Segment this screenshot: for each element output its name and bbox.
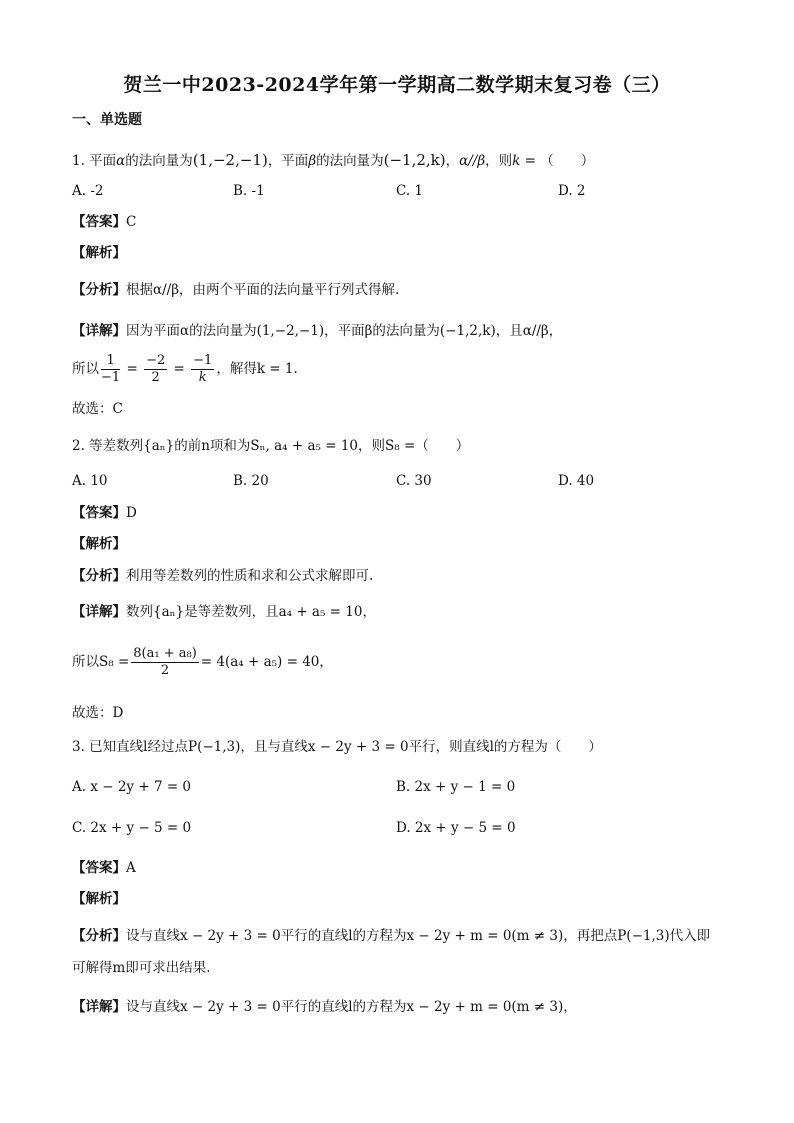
q1-stem-part: ，: [445, 153, 460, 169]
answer-tag: 【答案】: [72, 214, 126, 230]
frac-num: −2: [146, 353, 166, 368]
q2-conclusion: 故选：D: [72, 705, 124, 721]
q3-fenxi: [72, 926, 710, 946]
q2-xiangjie: [72, 602, 376, 622]
q1-vector-2: (−1,2,k): [383, 151, 446, 169]
q1-answer-value: C: [126, 214, 137, 230]
q3-answer: [72, 858, 136, 878]
xiangjie-tag: 【详解】: [72, 323, 126, 339]
q1-option-c: C. 1: [396, 183, 424, 199]
q1-stem-part: 的法向量为: [125, 153, 193, 169]
q1-alpha: α: [116, 153, 126, 169]
frac-den: −1: [101, 370, 121, 385]
q3-xiangjie-text: 设与直线x − 2y + 3 = 0平行的直线l的方程为x − 2y + m = 0(m ≠ 3)，: [126, 999, 577, 1015]
q2-analysis-label: 【解析】: [72, 536, 126, 552]
q1-stem-part: ，则: [485, 153, 513, 169]
q2-answer: [72, 503, 137, 523]
section-heading: 一、单选题: [72, 112, 142, 128]
q3-answer-value: A: [126, 860, 136, 876]
frac-num: 8(a₁ + a₈): [133, 646, 197, 661]
q1-stem: [72, 150, 594, 171]
q1-stem-part: ，平面: [267, 153, 309, 169]
q1-stem-part: 的法向量为: [316, 153, 384, 169]
q3-option-c: C. 2x + y − 5 = 0: [72, 820, 192, 836]
q3-xiangjie: [72, 997, 577, 1017]
q1-fenxi: [72, 280, 399, 300]
q2-so-tail: = 4(a₄ + a₅) = 40，: [200, 654, 333, 670]
q1-parallel: α//β: [459, 153, 486, 169]
fraction-2: [144, 353, 167, 386]
q2-so: 所以S₈ =: [72, 654, 130, 670]
fraction-1: [101, 353, 120, 386]
q3-analysis-label: 【解析】: [72, 891, 126, 907]
q3-fenxi-cont: 可解得m即可求出结果.: [72, 960, 211, 976]
q1-answer: [72, 212, 136, 232]
q2-stem: 2. 等差数列{aₙ}的前n项和为Sₙ, a₄ + a₅ = 10，则S₈ =（ ）: [72, 438, 470, 454]
q3-stem: 3. 已知直线l经过点P(−1,3)，且与直线x − 2y + 3 = 0平行，则直线l的方程为（ ）: [72, 739, 602, 755]
frac-den: 2: [151, 370, 160, 385]
q2-option-b: B. 20: [233, 473, 269, 489]
q2-solution: [72, 644, 333, 680]
q3-option-a: A. x − 2y + 7 = 0: [72, 779, 192, 795]
q1-option-d: D. 2: [558, 183, 586, 199]
q1-solution: 所以 $\frac{1}{-1}$ = $\frac{-2}{2}$ = $\frac{-1}{k}$ ，解得k = 1.: [72, 353, 298, 385]
q1-option-a: A. -2: [72, 183, 104, 199]
q1-so-tail: ，解得k = 1.: [216, 361, 298, 377]
xiangjie-tag: 【详解】: [72, 604, 126, 620]
q2-option-c: C. 30: [396, 473, 432, 489]
q2-xiangjie-text: 数列{aₙ}是等差数列，且a₄ + a₅ = 10，: [126, 604, 376, 620]
q1-analysis-label: 【解析】: [72, 245, 126, 261]
frac-den: k: [198, 370, 207, 385]
q3-option-d: D. 2x + y − 5 = 0: [396, 820, 516, 836]
answer-tag: 【答案】: [72, 860, 126, 876]
fenxi-tag: 【分析】: [72, 282, 126, 298]
fraction-s8: [131, 646, 199, 679]
xiangjie-tag: 【详解】: [72, 999, 126, 1015]
q1-option-b: B. -1: [233, 183, 265, 199]
q1-stem-part: 1. 平面: [72, 153, 117, 169]
q1-k: k: [512, 153, 521, 169]
q3-fenxi-text: 设与直线x − 2y + 3 = 0平行的直线l的方程为x − 2y + m = 0(m ≠ 3)，再把点P(−1,3)代入即: [126, 928, 711, 944]
q1-vector-1: (1,−2,−1): [192, 151, 268, 169]
q1-xiangjie: [72, 321, 562, 341]
fenxi-tag: 【分析】: [72, 568, 126, 584]
q2-option-a: A. 10: [72, 473, 108, 489]
frac-num: 1: [101, 353, 120, 370]
q3-option-b: B. 2x + y − 1 = 0: [396, 779, 516, 795]
answer-tag: 【答案】: [72, 505, 126, 521]
q1-beta: β: [308, 153, 317, 169]
q2-fenxi: [72, 566, 373, 586]
fraction-3: [191, 353, 214, 386]
q1-stem-part: = （ ）: [520, 153, 595, 169]
frac-den: 2: [160, 663, 170, 678]
frac-num: −1: [193, 353, 213, 368]
q1-conclusion: 故选：C: [72, 401, 123, 417]
q1-xiangjie-text: 因为平面α的法向量为(1,−2,−1)，平面β的法向量为(−1,2,k)，且α//β，: [126, 323, 563, 339]
page-title: 贺兰一中2023-2024学年第一学期高二数学期末复习卷（三）: [123, 74, 671, 96]
q1-fenxi-text: 根据α//β，由两个平面的法向量平行列式得解.: [126, 282, 400, 298]
q2-fenxi-text: 利用等差数列的性质和求和公式求解即可.: [126, 568, 374, 584]
fenxi-tag: 【分析】: [72, 928, 126, 944]
q1-so: 所以: [72, 361, 99, 377]
q2-answer-value: D: [126, 505, 137, 521]
q2-option-d: D. 40: [558, 473, 595, 489]
